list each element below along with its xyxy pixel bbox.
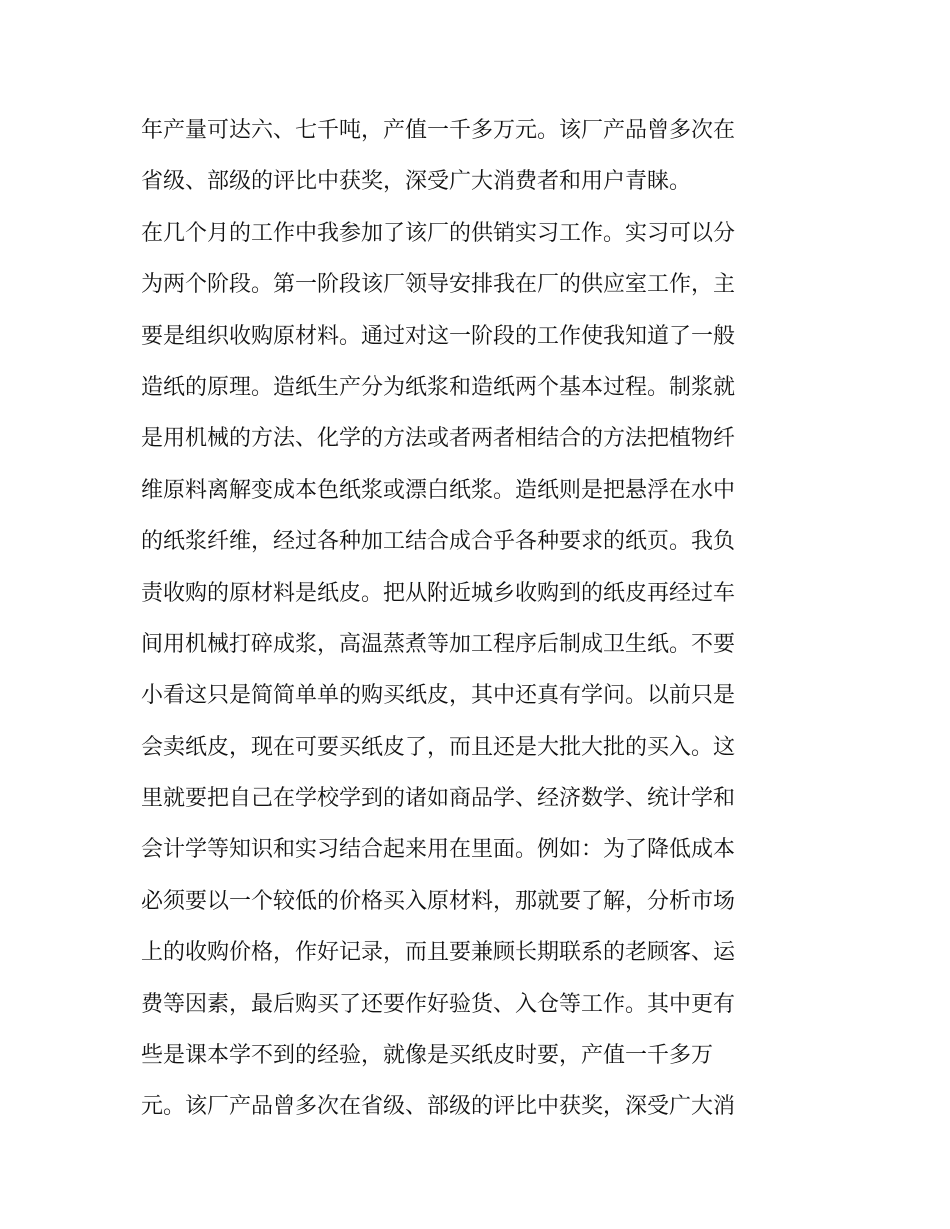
text-line: 费等因素，最后购买了还要作好验货、入仓等工作。其中更有 bbox=[141, 991, 736, 1017]
text-line: 会计学等知识和实习结合起来用在里面。例如：为了降低成本 bbox=[141, 837, 736, 863]
text-line: 年产量可达六、七千吨，产值一千多万元。该厂产品曾多次在 bbox=[141, 118, 736, 143]
text-line: 的纸浆纤维，经过各种加工结合成合乎各种要求的纸页。我负 bbox=[141, 529, 736, 555]
text-line: 维原料离解变成本色纸浆或漂白纸浆。造纸则是把悬浮在水中 bbox=[141, 477, 736, 503]
text-line: 为两个阶段。第一阶段该厂领导安排我在厂的供应室工作，主 bbox=[141, 272, 736, 298]
text-line: 造纸的原理。造纸生产分为纸浆和造纸两个基本过程。制浆就 bbox=[141, 374, 736, 400]
text-line: 责收购的原材料是纸皮。把从附近城乡收购到的纸皮再经过车 bbox=[141, 580, 736, 606]
text-line: 里就要把自己在学校学到的诸如商品学、经济数学、统计学和 bbox=[141, 786, 736, 812]
text-line: 小看这只是简简单单的购买纸皮，其中还真有学问。以前只是 bbox=[141, 683, 736, 709]
text-line: 是用机械的方法、化学的方法或者两者相结合的方法把植物纤 bbox=[141, 426, 736, 452]
text-line: 在几个月的工作中我参加了该厂的供销实习工作。实习可以分 bbox=[141, 220, 736, 246]
text-line: 必须要以一个较低的价格买入原材料，那就要了解，分析市场 bbox=[141, 888, 736, 914]
text-line: 上的收购价格，作好记录，而且要兼顾长期联系的老顾客、运 bbox=[141, 940, 736, 966]
text-line: 要是组织收购原材料。通过对这一阶段的工作使我知道了一般 bbox=[141, 323, 736, 349]
text-line: 间用机械打碎成浆，高温蒸煮等加工程序后制成卫生纸。不要 bbox=[141, 631, 736, 657]
body-text bbox=[141, 105, 821, 1133]
text-line: 省级、部级的评比中获奖，深受广大消费者和用户青睐。 bbox=[141, 169, 692, 195]
text-line: 元。该厂产品曾多次在省级、部级的评比中获奖，深受广大消 bbox=[141, 1094, 736, 1120]
text-line: 会卖纸皮，现在可要买纸皮了，而且还是大批大批的买入。这 bbox=[141, 734, 736, 760]
text-line: 些是课本学不到的经验，就像是买纸皮时要，产值一千多万 bbox=[141, 1043, 714, 1069]
